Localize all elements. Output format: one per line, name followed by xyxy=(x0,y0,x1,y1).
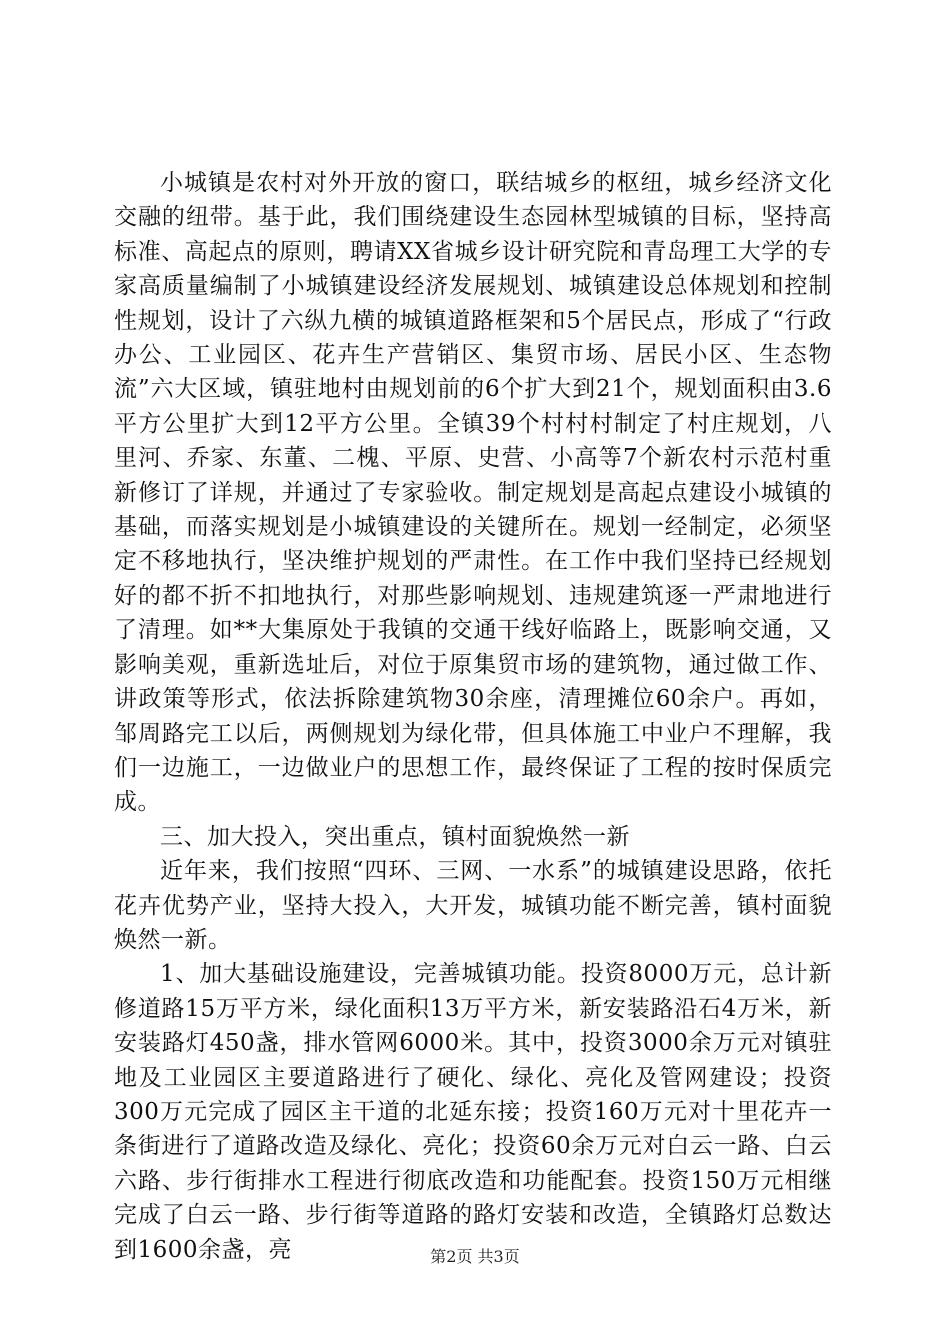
body-text xyxy=(114,166,832,1267)
page-footer: 第2页 共3页 xyxy=(430,1247,520,1266)
paragraph-infrastructure: 1、加大基础设施建设，完善城镇功能。投资8000万元，总计新修道路15万平方米，绿化面积13万平方米，新安装路沿石4万米，新安装路灯450盏，排水管网6000米。其中，投资3000余万元对镇驻地及工业园区主要道路进行了硬化、绿化、亮化及管网建设；投资300万元完成了园区主干道的北延东接；投资160万元对十里花卉一条街进行了道路改造及绿化、亮化；投资60余万元对白云一路、白云六路、步行街排水工程进行彻底改造和功能配套。投资150万元相继完成了白云一路、步行街等道路的路灯安装和改造，全镇路灯总数达到1600余盏，亮 xyxy=(114,961,832,1263)
paragraph-intro: 近年来，我们按照“四环、三网、一水系”的城镇建设思路，依托花卉优势产业，坚持大投入，大开发，城镇功能不断完善，镇村面貌焕然一新。 xyxy=(114,858,832,953)
section-heading: 三、加大投入，突出重点，镇村面貌焕然一新 xyxy=(160,823,630,850)
paragraph-planning: 小城镇是农村对外开放的窗口，联结城乡的枢纽，城乡经济文化交融的纽带。基于此，我们围绕建设生态园林型城镇的目标，坚持高标准、高起点的原则，聘请XX省城乡设计研究院和青岛理工大学的专家高质量编制了小城镇建设经济发展规划、城镇建设总体规划和控制性规划，设计了六纵九横的城镇道路框架和5个居民点，形成了“行政办公、工业园区、花卉生产营销区、集贸市场、居民小区、生态物流”六大区域，镇驻地村由规划前的6个扩大到21个，规划面积由3.6平方公里扩大到12平方公里。全镇39个村村村制定了村庄规划，八里河、乔家、东董、二槐、平原、史营、小高等7个新农村示范村重新修订了详规，并通过了专家验收。制定规划是高起点建设小城镇的基础，而落实规划是小城镇建设的关键所在。规划一经制定，必须坚定不移地执行，坚决维护规划的严肃性。在工作中我们坚持已经规划好的都不折不扣地执行，对那些影响规划、违规建筑逐一严肃地进行了清理。如**大集原处于我镇的交通干线好临路上，既影响交通，又影响美观，重新选址后，对位于原集贸市场的建筑物，通过做工作、讲政策等形式，依法拆除建筑物30余座，清理摊位60余户。再如，邹周路完工以后，两侧规划为绿化带，但具体施工中业户不理解，我们一边施工，一边做业户的思想工作，最终保证了工程的按时保质完成。 xyxy=(114,170,832,816)
